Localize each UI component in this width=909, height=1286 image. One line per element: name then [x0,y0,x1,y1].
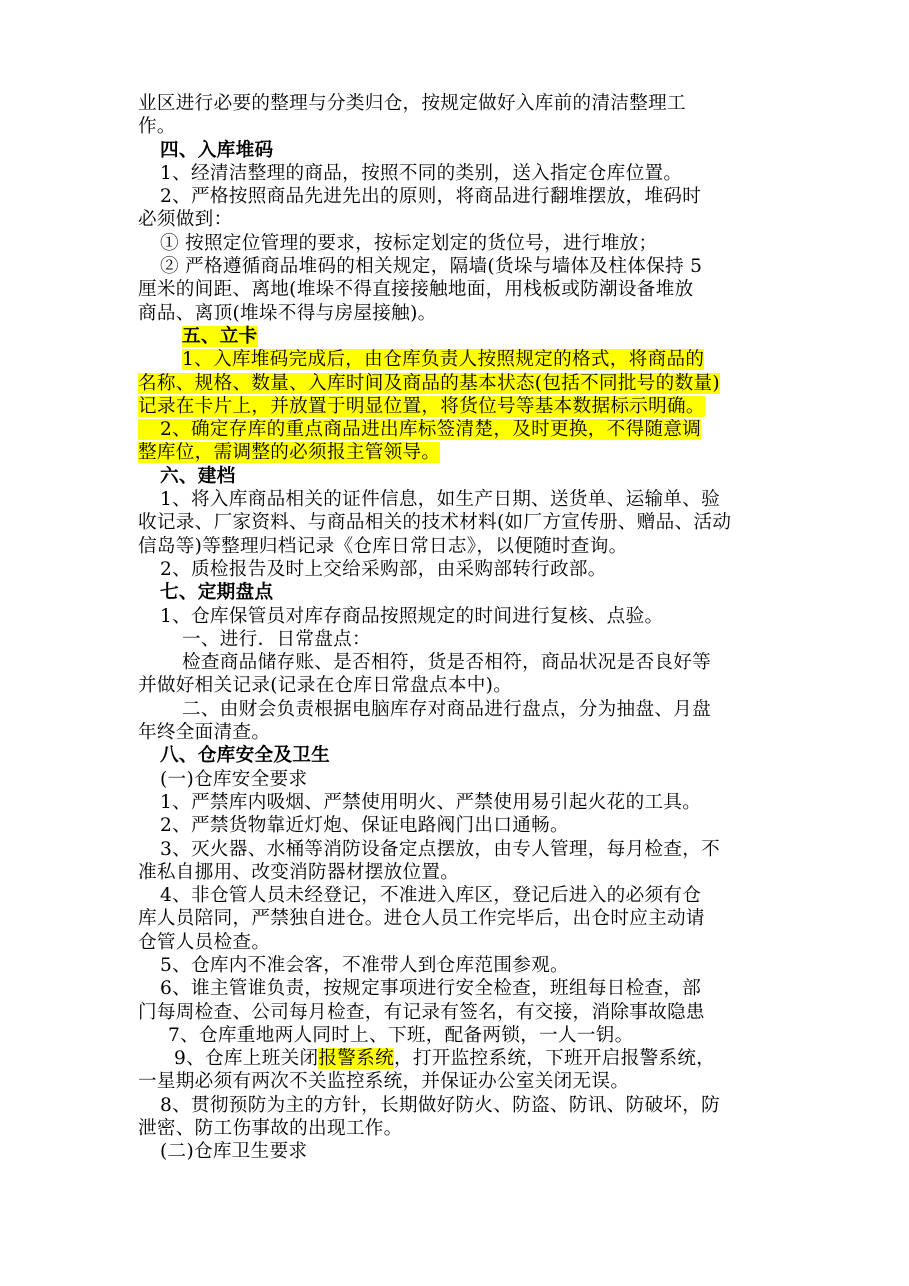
body-text-line: 4、非仓管人员未经登记，不准进入库区，登记后进入的必须有仓 [160,885,702,907]
body-text-line: 2、严格按照商品先进先出的原则，将商品进行翻堆摆放，堆码时 [160,186,702,208]
highlighted-text: 2、确定存库的重点商品进出库标签清楚，及时更换，不得随意调 [138,419,701,440]
body-text-line: ① 按照定位管理的要求，按标定划定的货位号，进行堆放； [160,232,658,254]
body-text-line: 泄密、防工伤事故的出现工作。 [138,1118,403,1140]
body-text-line: 2、质检报告及时上交给采购部，由采购部转行政部。 [160,558,607,580]
body-text-line: 库人员陪同，严禁独自进仓。进仓人员工作完毕后，出仓时应主动请 [138,908,705,930]
body-text-line: 2、严禁货物靠近灯炮、保证电路阀门出口通畅。 [160,815,569,837]
body-text-line: 必须做到： [138,209,233,231]
body-text-line: 商品、离顶(堆垛不得与房屋接触)。 [138,302,437,324]
highlighted-text: 名称、规格、数量、入库时间及商品的基本状态(包括不同批号的数量) [138,372,720,394]
highlighted-text: 五、立卡 [182,325,258,347]
body-text-line: 年终全面清查。 [138,722,271,744]
subsection-heading: (一)仓库安全要求 [160,768,308,790]
body-text-line: 7、仓库重地两人同时上、下班，配备两锁，一人一钥。 [168,1024,634,1046]
body-text-line: 信岛等)等整理归档记录《仓库日常日志》，以便随时查询。 [138,535,628,557]
section-heading: 八、仓库安全及卫生 [160,745,331,767]
body-text-segment: 9、仓库上班关闭 [174,1048,319,1070]
body-text-line: 5、仓库内不准会客，不准带人到仓库范围参观。 [160,954,569,976]
section-heading: 四、入库堆码 [160,139,274,161]
highlighted-text: 1、入库堆码完成后，由仓库负责人按照规定的格式，将商品的 [182,349,705,371]
highlighted-text: 整库位，需调整的必须报主管领导。 [138,442,441,464]
body-text-line: 仓管人员检查。 [138,931,271,953]
body-text-line: 厘米的间距、离地(堆垛不得直接接触地面，用栈板或防潮设备堆放 [138,279,694,301]
body-text-line: 业区进行必要的整理与分类归仓，按规定做好入库前的清洁整理工 [138,93,686,114]
body-text-line: 准私自挪用、改变消防器材摆放位置。 [138,861,460,883]
body-text-line: 二、由财会负责根据电脑库存对商品进行盘点，分为抽盘、月盘 [182,698,712,720]
highlighted-text: 报警系统 [318,1048,394,1070]
body-text-line: 1、经清洁整理的商品，按照不同的类别，送入指定仓库位置。 [160,162,683,184]
body-text-line [138,348,778,371]
body-text-line: 3、灭火器、水桶等消防设备定点摆放，由专人管理，每月检查，不 [160,838,721,860]
body-text-line [138,441,778,464]
body-text-line: 检查商品储存账、是否相符，货是否相符，商品状况是否良好等 [182,652,712,674]
body-text-segment: ，打开监控系统，下班开启报警系统， [393,1048,716,1070]
body-text-line: 一星期必须有两次不关监控系统，并保证办公室关闭无误。 [138,1071,630,1093]
body-text-line [138,418,778,441]
body-text-line: 门每周检查、公司每月检查，有记录有签名，有交接，消除事故隐患 [138,1001,705,1023]
body-text-line: 1、将入库商品相关的证件信息，如生产日期、送货单、运输单、验 [160,489,721,511]
body-text-line: 6、谁主管谁负责，按规定事项进行安全检查，班组每日检查，部 [160,978,702,1000]
document-page [138,92,778,1164]
section-heading: 六、建档 [160,465,236,487]
section-heading [138,325,778,348]
body-text-line: 并做好相关记录(记录在仓库日常盘点本中)。 [138,675,513,697]
body-text-line [138,372,778,395]
body-text-line: 一、进行．日常盘点： [182,628,371,650]
body-text-line: 收记录、厂家资料、与商品相关的技术材料(如厂方宣传册、赠品、活动 [138,512,732,534]
body-text-line: 作。 [138,116,176,138]
body-text-line [138,1047,778,1070]
body-text-line: ② 严格遵循商品堆码的相关规定，隔墙(货垛与墙体及柱体保持 5 [160,256,703,278]
body-text-line: 1、严禁库内吸烟、严禁使用明火、严禁使用易引起火花的工具。 [160,791,702,813]
subsection-heading: (二)仓库卫生要求 [160,1141,308,1163]
body-text-line [138,395,778,418]
body-text-line: 1、仓库保管员对库存商品按照规定的时间进行复核、点验。 [160,605,664,627]
section-heading: 七、定期盘点 [160,582,274,604]
highlighted-text: 记录在卡片上，并放置于明显位置，将货位号等基本数据标示明确。 [138,395,705,417]
body-text-line: 8、贯彻预防为主的方针，长期做好防火、防盗、防讯、防破坏，防 [160,1094,721,1116]
